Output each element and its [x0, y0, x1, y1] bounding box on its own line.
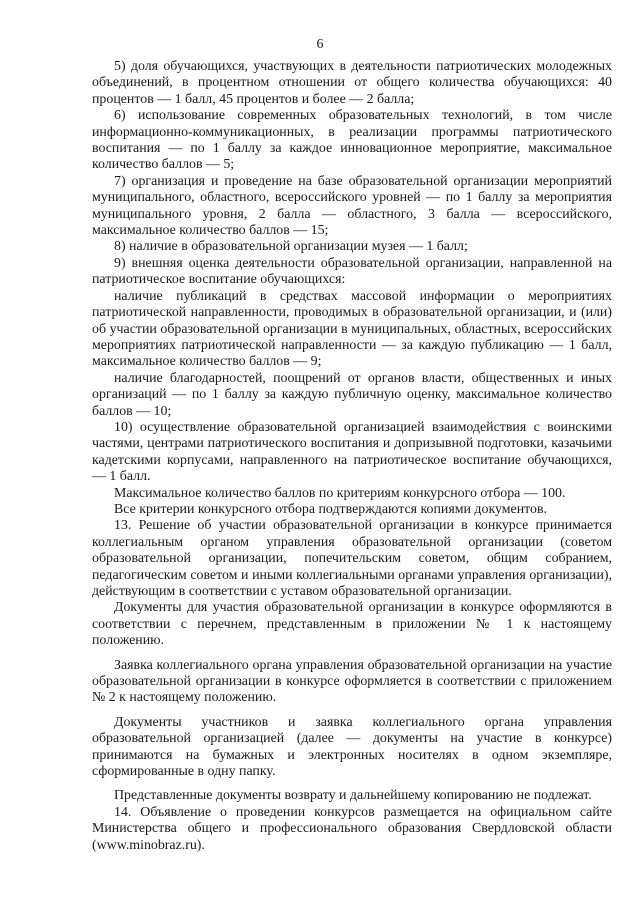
non-return-paragraph: Представленные документы возврату и дальнейшему копированию не подлежат. — [114, 788, 592, 804]
document-body — [92, 59, 612, 854]
criteria-confirmation-paragraph: Все критерии конкурсного отбора подтверждаются копиями документов. — [114, 501, 548, 517]
section-13-paragraph: 13. Решение об участии образовательной организации в конкурсе принимается коллегиальным органом управления образовательной организации (советом образовательной организации, попечительским советом, общим собранием, педагогическим советом и иными коллегиальными органами управления организации), действующим в соответствии с уставом образовательной организации. — [92, 518, 612, 599]
documents-paragraph: Документы для участия образовательной организации в конкурсе оформляются в соответствии с перечнем, представленным в приложении № 1 к настоящему положению. — [92, 600, 612, 649]
section-14-paragraph: 14. Объявление о проведении конкурсов размещается на официальном сайте Министерства общего и профессионального образования Свердловской области (www.minobraz.ru). — [92, 804, 612, 853]
criterion-6-paragraph: 6) использование современных образовательных технологий, в том числе информационно-коммуникационных, в реализации программы патриотического воспитания — по 1 баллу за каждое инновационное мероприятие, максимальное количество баллов — 5; — [92, 108, 612, 173]
application-paragraph: Заявка коллегиального органа управления образовательной организации на участие образовательной организации в конкурсе оформляется в соответствии с приложением № 2 к настоящему положению. — [92, 657, 612, 706]
criterion-8-paragraph: 8) наличие в образовательной организации музея — 1 балл; — [114, 239, 468, 255]
criterion-10-paragraph: 10) осуществление образовательной организацией взаимодействия с воинскими частями, центрами патриотического воспитания и допризывной подготовки, казачьими кадетскими корпусами, направленного на патриотическое воспитание обучающихся, — 1 балл. — [92, 419, 612, 485]
criterion-9-publications-paragraph: наличие публикаций в средствах массовой информации о мероприятиях патриотической направленности, проводимых в образовательной организации, и (или) об участии образовательной организации в муниципальных, областных, всероссийских мероприятиях патриотической направленности — за каждую публикацию — 1 балл, максимальное количество баллов — 9; — [92, 288, 612, 370]
criterion-9-gratitude-paragraph: наличие благодарностей, поощрений от органов власти, общественных и иных организаций — по 1 баллу за каждую публичную оценку, максимальное количество баллов — 10; — [92, 370, 612, 419]
criterion-9-paragraph: 9) внешняя оценка деятельности образовательной организации, направленной на патриотическое воспитание обучающихся: — [92, 255, 612, 288]
page-number: 6 — [316, 37, 324, 52]
participant-documents-paragraph: Документы участников и заявка коллегиального органа управления образовательной организацией (далее — документы на участие в конкурсе) принимаются на бумажных и электронных носителях в одном экземпляре, сформированные в одну папку. — [92, 714, 612, 780]
criterion-5-paragraph: 5) доля обучающихся, участвующих в деятельности патриотических молодежных объединений, в процентном отношении от общего количества обучающихся: 40 процентов — 1 балл, 45 процентов и более — 2 балла; — [92, 59, 612, 107]
criterion-7-paragraph: 7) организация и проведение на базе образовательной организации мероприятий муниципального, областного, всероссийского уровней — по 1 баллу за мероприятия муниципального уровня, 2 балла — областного, 3 балла — всероссийского, максимальное количество баллов — 15; — [92, 173, 612, 239]
max-score-paragraph: Максимальное количество баллов по критериям конкурсного отбора — 100. — [114, 485, 566, 501]
